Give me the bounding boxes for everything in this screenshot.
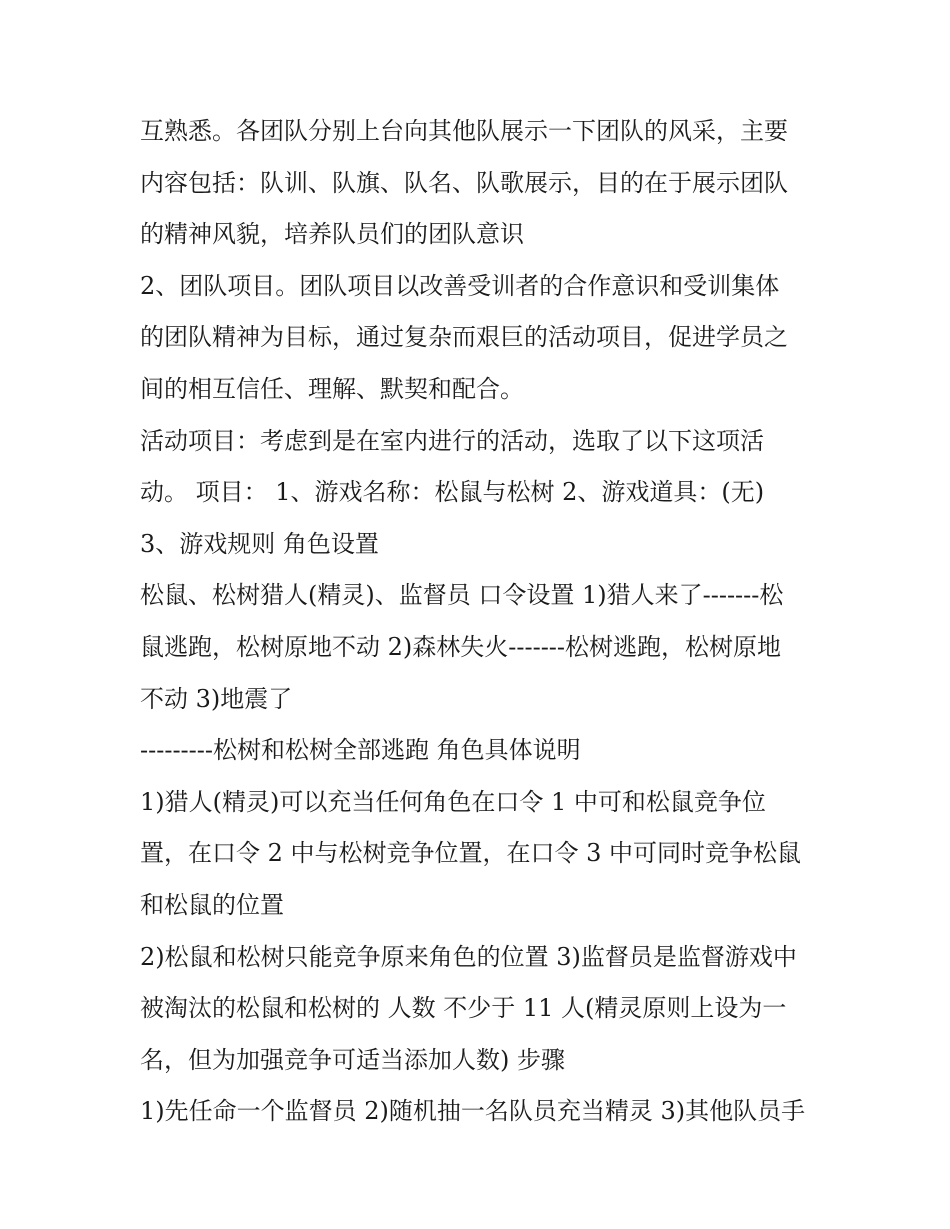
text-line: 间的相互信任、理解、默契和配合。 xyxy=(140,374,524,403)
text-line: 名，但为加强竞争可适当添加人数) 步骤 xyxy=(140,1045,565,1074)
text-line: 不动 3)地震了 xyxy=(140,684,293,713)
text-line: 2)松鼠和松树只能竞争原来角色的位置 3)监督员是监督游戏中 xyxy=(140,942,797,971)
text-line: 的精神风貌，培养队员们的团队意识 xyxy=(140,220,524,249)
text-line: 和松鼠的位置 xyxy=(140,890,284,919)
text-line: 活动项目：考虑到是在室内进行的活动，选取了以下这项活 xyxy=(140,426,764,455)
text-line: 鼠逃跑，松树原地不动 2)森林失火-------松树逃跑，松树原地 xyxy=(140,632,782,661)
text-line: 的团队精神为目标，通过复杂而艰巨的活动项目，促进学员之 xyxy=(140,323,788,352)
text-line: 互熟悉。各团队分别上台向其他队展示一下团队的风采，主要 xyxy=(140,117,788,145)
document-body xyxy=(140,106,820,1138)
text-line: 1)先任命一个监督员 2)随机抽一名队员充当精灵 3)其他队员手 xyxy=(140,1097,806,1126)
text-line: 松鼠、松树猎人(精灵)、监督员 口令设置 1)猎人来了-------松 xyxy=(140,581,784,610)
text-line: 被淘汰的松鼠和松树的 人数 不少于 11 人(精灵原则上设为一 xyxy=(140,994,787,1023)
text-line: 动。 项目： 1、游戏名称：松鼠与松树 2、游戏道具：(无) xyxy=(140,478,765,507)
text-line: 1)猎人(精灵)可以充当任何角色在口令 1 中可和松鼠竞争位 xyxy=(140,787,766,816)
text-line: 2、团队项目。团队项目以改善受训者的合作意识和受训集体 xyxy=(140,271,780,300)
text-line: ---------松树和松树全部逃跑 角色具体说明 xyxy=(140,736,581,765)
text-line: 内容包括：队训、队旗、队名、队歌展示，目的在于展示团队 xyxy=(140,168,788,197)
text-line: 置，在口令 2 中与松树竞争位置，在口令 3 中可同时竞争松鼠 xyxy=(140,839,802,868)
text-line: 3、游戏规则 角色设置 xyxy=(140,529,379,558)
